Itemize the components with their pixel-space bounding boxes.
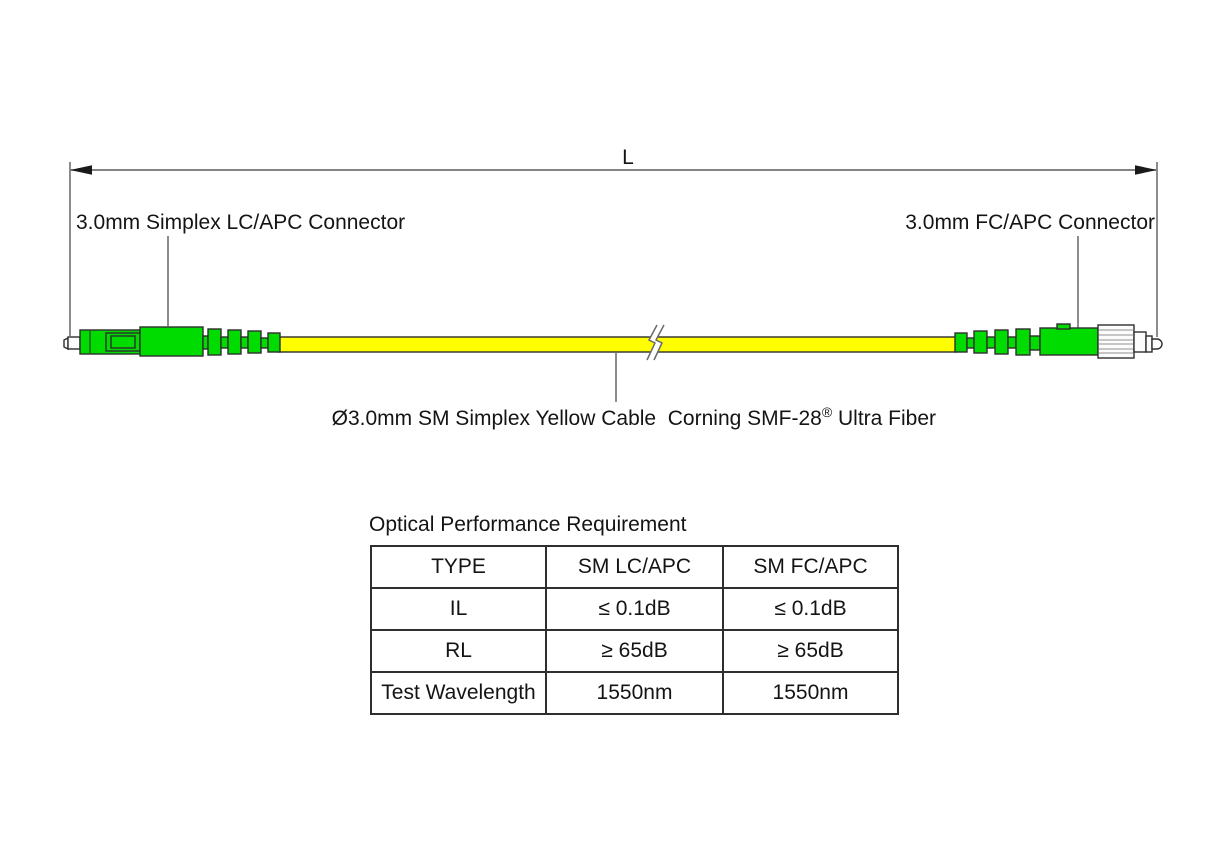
table-row-wavelength <box>371 672 898 714</box>
table-cell: RL <box>371 630 546 672</box>
spec-table <box>370 545 899 715</box>
spec-table-title: Optical Performance Requirement <box>369 513 687 536</box>
cable-label: Ø3.0mm SM Simplex Yellow Cable Corning SMF-28® Ultra Fiber <box>331 404 937 430</box>
table-cell: Test Wavelength <box>371 672 546 714</box>
fc-body <box>1040 328 1098 355</box>
length-label: L <box>622 146 634 169</box>
table-row-rl <box>371 630 898 672</box>
fiber-cable <box>278 337 956 352</box>
table-cell: 1550nm <box>723 672 898 714</box>
fc-flange <box>1134 332 1146 352</box>
table-cell: ≤ 0.1dB <box>723 588 898 630</box>
spec-table-header-row <box>371 546 898 588</box>
fc-barrel <box>1146 336 1152 352</box>
header-cell-lcapc: SM LC/APC <box>546 546 723 588</box>
header-cell-fcapc: SM FC/APC <box>723 546 898 588</box>
leader-lines <box>168 236 1078 402</box>
dimension-arrow-left-icon <box>70 165 92 175</box>
length-dimension <box>70 162 1157 337</box>
fc-key-bump <box>1057 324 1070 329</box>
header-cell-type: TYPE <box>371 546 546 588</box>
lc-latch-inner <box>111 336 135 348</box>
table-cell: ≥ 65dB <box>546 630 723 672</box>
lc-boot <box>140 327 203 356</box>
lc-green-body <box>80 327 280 356</box>
table-cell: ≤ 0.1dB <box>546 588 723 630</box>
fc-connector-drawing <box>955 324 1162 358</box>
fc-connector-label: 3.0mm FC/APC Connector <box>905 211 1155 234</box>
fc-green-body <box>955 324 1098 355</box>
table-cell: 1550nm <box>546 672 723 714</box>
fc-ferrule-tip <box>1152 339 1162 349</box>
lc-connector-drawing <box>64 327 280 356</box>
dimension-arrow-right-icon <box>1135 165 1157 175</box>
table-row-il <box>371 588 898 630</box>
table-cell: ≥ 65dB <box>723 630 898 672</box>
lc-ferrule <box>64 337 80 349</box>
lc-connector-label: 3.0mm Simplex LC/APC Connector <box>76 211 406 234</box>
fc-metal-parts <box>1098 325 1162 358</box>
table-cell: IL <box>371 588 546 630</box>
